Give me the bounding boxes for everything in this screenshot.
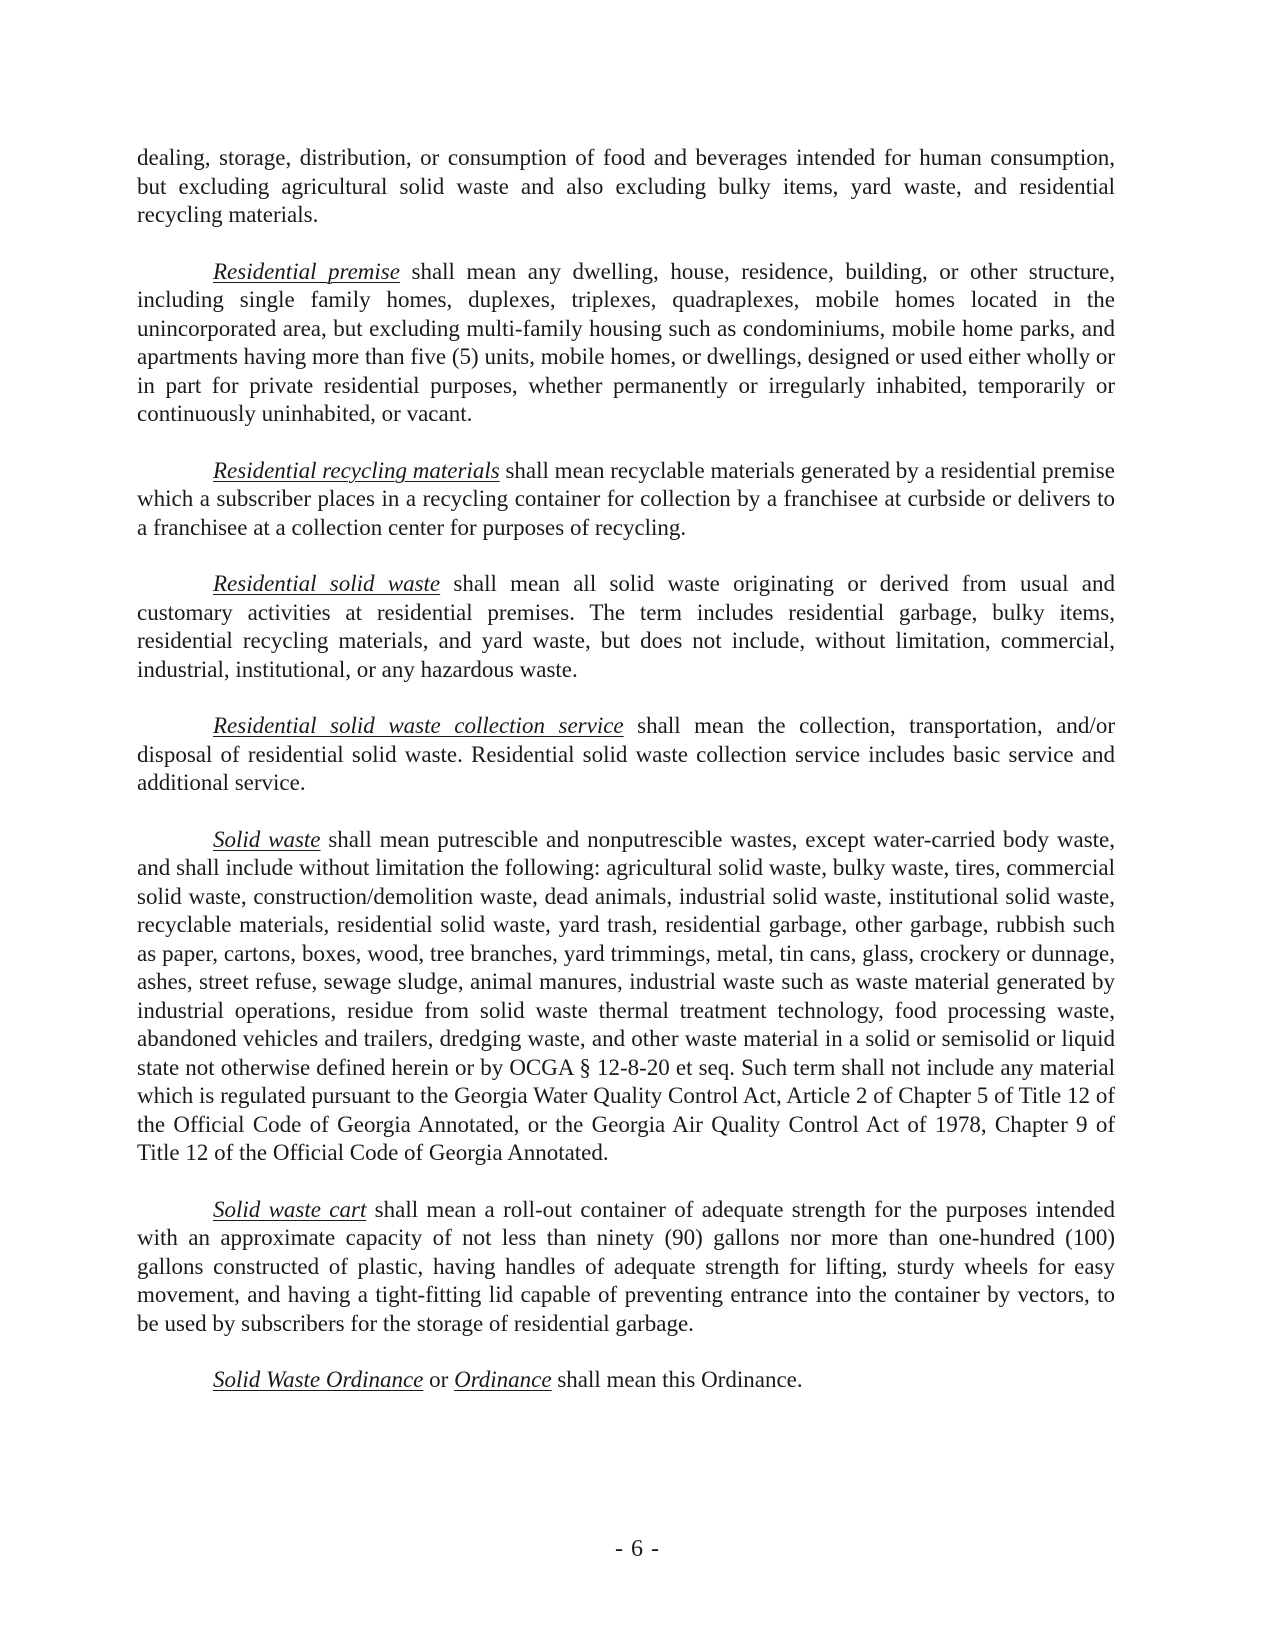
term-connector: or — [423, 1367, 455, 1392]
defined-term: Solid waste cart — [213, 1196, 367, 1222]
page-number: - 6 - — [615, 1536, 660, 1562]
definition-solid-waste-ordinance — [137, 1366, 1115, 1395]
definition-text: shall mean the collection, transportation, and/or disposal of residential solid waste. Residential solid waste collection service includes basic service and additional service. — [137, 713, 1115, 795]
document-body — [137, 144, 1115, 1423]
definition-residential-solid-waste-collection-service — [137, 712, 1115, 798]
definition-text: shall mean this Ordinance. — [551, 1367, 803, 1392]
defined-term: Residential recycling materials — [213, 457, 500, 483]
defined-term: Residential solid waste — [213, 571, 441, 596]
definition-solid-waste-cart — [137, 1196, 1115, 1339]
intro-paragraph: dealing, storage, distribution, or consumption of food and beverages intended for human consumption, but excluding agricultural solid waste and also excluding bulky items, yard waste, and residential recycling materials. — [137, 145, 1115, 227]
defined-term: Solid waste — [213, 826, 321, 852]
definition-residential-solid-waste — [137, 570, 1115, 684]
defined-term: Solid Waste Ordinance — [213, 1367, 424, 1392]
definition-text: shall mean a roll-out container of adequate strength for the purposes intended with an approximate capacity of not less than ninety (90) gallons nor more than one-hundred (100) gallons constructed of plastic, having handles of adequate strength for lifting, sturdy wheels for easy movement, and having a tight-fitting lid capable of preventing entrance into the container by vectors, to be used by subscribers for the storage of residential garbage. — [137, 1196, 1115, 1336]
definition-residential-premise — [137, 258, 1115, 429]
definition-text: shall mean any dwelling, house, residence, building, or other structure, including single family homes, duplexes, triplexes, quadraplexes, mobile homes located in the unincorporated area, but excluding multi-family housing such as condominiums, mobile home parks, and apartments having more than five (5) units, mobile homes, or dwellings, designed or used either wholly or in part for private residential purposes, whether permanently or irregularly inhabited, temporarily or continuously uninhabited, or vacant. — [137, 258, 1115, 426]
definition-residential-recycling-materials — [137, 457, 1115, 543]
defined-term: Ordinance — [454, 1367, 552, 1392]
defined-term: Residential premise — [213, 258, 400, 284]
definition-text: shall mean all solid waste originating or derived from usual and customary activities at residential premises. The term includes residential garbage, bulky items, residential recycling materials, and yard waste, but does not include, without limitation, commercial, industrial, institutional, or any hazardous waste. — [137, 571, 1115, 682]
definition-text: shall mean putrescible and nonputrescible wastes, except water-carried body waste, and shall include without limitation the following: agricultural solid waste, bulky waste, tires, commercial solid waste, construction/demolition waste, dead animals, industrial solid waste, institutional solid waste, recyclable materials, residential solid waste, yard trash, residential garbage, other garbage, rubbish such as paper, cartons, boxes, wood, tree branches, yard trimmings, metal, tin cans, glass, crockery or dunnage, ashes, street refuse, sewage sludge, animal manures, industrial waste such as waste material generated by industrial operations, residue from solid waste thermal treatment technology, food processing waste, abandoned vehicles and trailers, dredging waste, and other waste material in a solid or semisolid or liquid state not otherwise defined herein or by OCGA § 12-8-20 et seq. Such term shall not include any material which is regulated pursuant to the Georgia Water Quality Control Act, Article 2 of Chapter 5 of Title 12 of the Official Code of Georgia Annotated, or the Georgia Air Quality Control Act of 1978, Chapter 9 of Title 12 of the Official Code of Georgia Annotated. — [137, 826, 1116, 1165]
definition-solid-waste — [137, 826, 1115, 1168]
definition-text: shall mean recyclable materials generated by a residential premise which a subscriber places in a recycling container for collection by a franchisee at curbside or delivers to a franchisee at a collection center for purposes of recycling. — [137, 457, 1115, 540]
defined-term: Residential solid waste collection service — [213, 713, 624, 738]
